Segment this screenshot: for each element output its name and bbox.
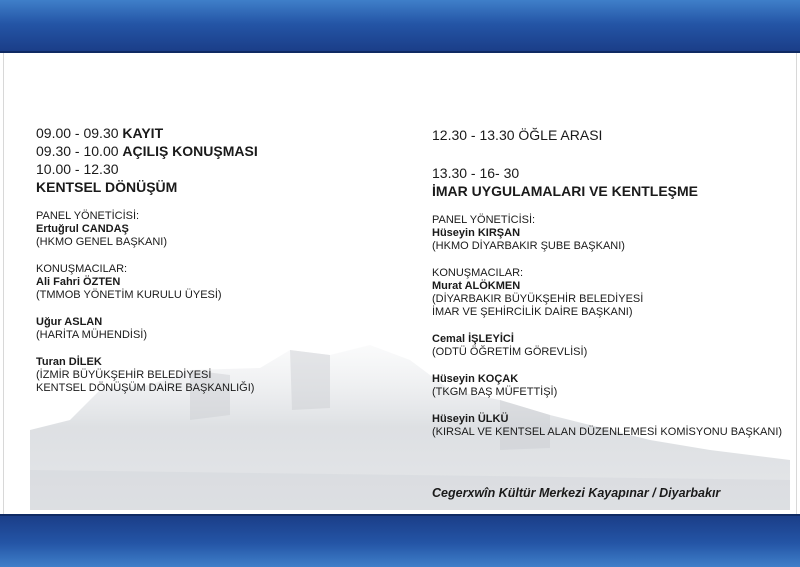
speaker-name: Hüseyin ÜLKÜ <box>432 413 509 425</box>
speaker-name: Hüseyin KOÇAK <box>432 373 519 385</box>
moderator-org: (HKMO DİYARBAKIR ŞUBE BAŞKANI) <box>432 240 625 252</box>
session-time: 10.00 - 12.30 <box>36 161 119 177</box>
speaker-org: (HARİTA MÜHENDİSİ) <box>36 329 148 341</box>
speaker-org: (KIRSAL VE KENTSEL ALAN DÜZENLEMESİ KOMİSYONU BAŞKANI) <box>432 426 783 438</box>
schedule-row: 09.30 - 10.00 AÇILIŞ KONUŞMASI <box>36 143 258 159</box>
speakers-label: KONUŞMACILAR: <box>432 267 524 279</box>
speaker-org: (ODTÜ ÖĞRETİM GÖREVLİSİ) <box>432 346 588 358</box>
speaker-name: Murat ALÖKMEN <box>432 280 521 292</box>
speaker-org: İMAR VE ŞEHİRCİLİK DAİRE BAŞKANI) <box>432 306 633 318</box>
session-time: 13.30 - 16- 30 <box>432 165 520 181</box>
speaker-org: (TKGM BAŞ MÜFETTİŞİ) <box>432 386 558 398</box>
speaker-org: (TMMOB YÖNETİM KURULU ÜYESİ) <box>36 289 222 301</box>
moderator-name: Hüseyin KIRŞAN <box>432 227 521 239</box>
speaker-org: KENTSEL DÖNÜŞÜM DAİRE BAŞKANLIĞI) <box>36 382 255 394</box>
speaker-name: Turan DİLEK <box>36 356 102 368</box>
moderator-label: PANEL YÖNETİCİSİ: <box>36 210 140 222</box>
schedule-row: 09.00 - 09.30 KAYIT <box>36 125 164 141</box>
speaker-name: Cemal İŞLEYİCİ <box>432 333 514 345</box>
session-title: KENTSEL DÖNÜŞÜM <box>36 179 178 195</box>
top-banner <box>0 0 800 53</box>
right-column <box>432 126 792 439</box>
venue-text: Cegerxwîn Kültür Merkezi Kayapınar / Diyarbakır <box>432 486 721 500</box>
speaker-org: (DİYARBAKIR BÜYÜKŞEHİR BELEDİYESİ <box>432 293 644 305</box>
speaker-name: Uğur ASLAN <box>36 316 103 328</box>
moderator-name: Ertuğrul CANDAŞ <box>36 223 129 235</box>
left-column <box>36 124 406 395</box>
speaker-org: (İZMİR BÜYÜKŞEHİR BELEDİYESİ <box>36 369 212 381</box>
session-title: İMAR UYGULAMALARI VE KENTLEŞME <box>432 183 698 199</box>
moderator-label: PANEL YÖNETİCİSİ: <box>432 214 536 226</box>
bottom-banner <box>0 514 800 567</box>
speakers-label: KONUŞMACILAR: <box>36 263 128 275</box>
moderator-org: (HKMO GENEL BAŞKANI) <box>36 236 168 248</box>
speaker-name: Ali Fahri ÖZTEN <box>36 276 121 288</box>
lunch-break: 12.30 - 13.30 ÖĞLE ARASI <box>432 127 603 143</box>
